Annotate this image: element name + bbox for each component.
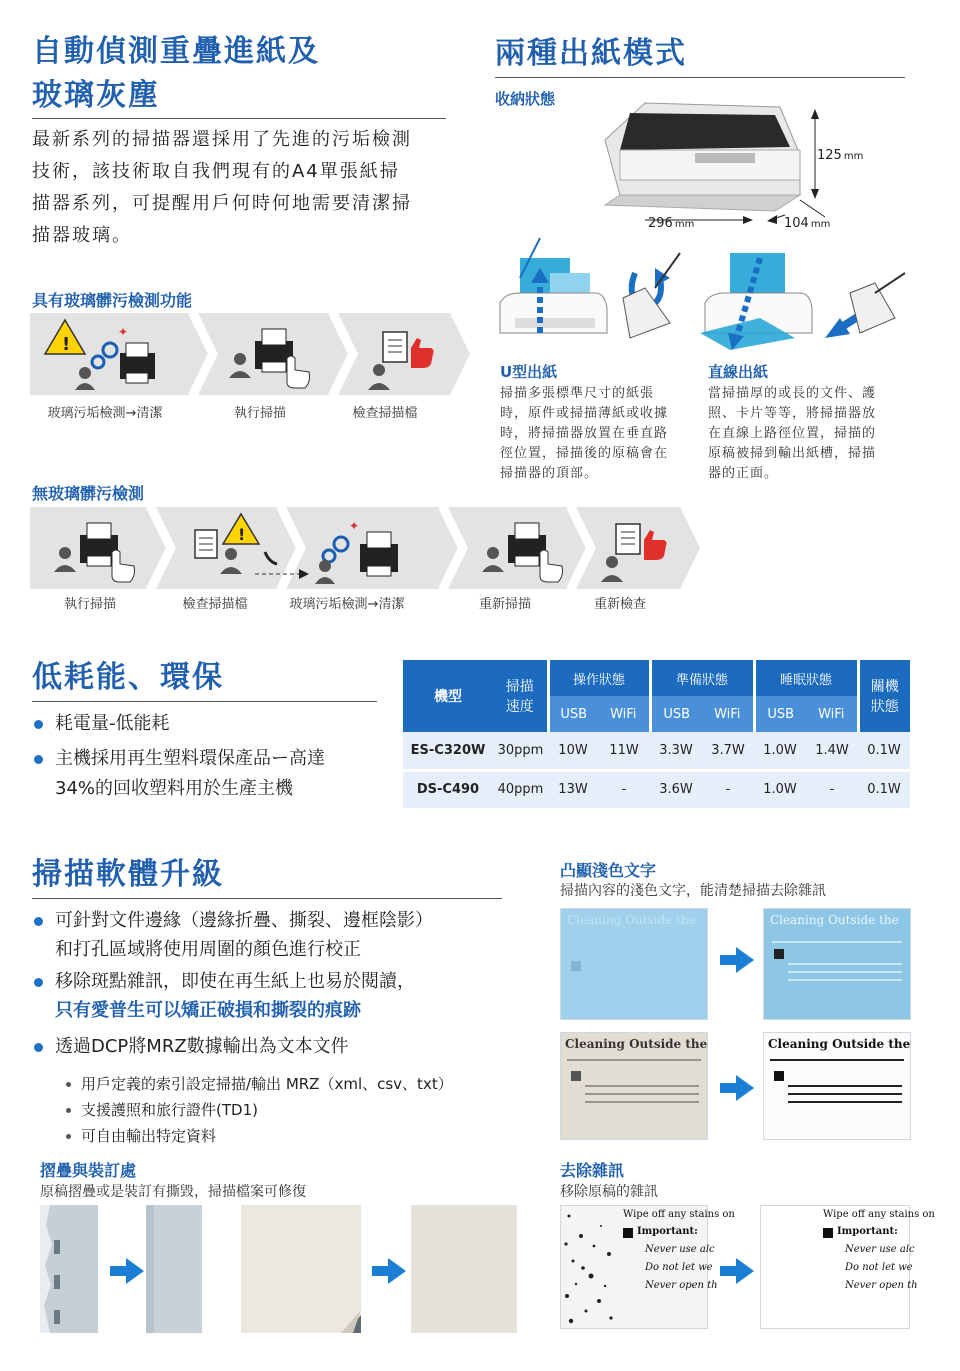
straight-path-line: 器的正面。 bbox=[708, 466, 779, 481]
straight-path-body bbox=[708, 384, 908, 484]
text-line bbox=[585, 1101, 699, 1103]
u-path-illustration bbox=[495, 238, 685, 358]
table-cell: 3.6W bbox=[659, 782, 693, 798]
fold-title: 摺疊與裝訂處 bbox=[40, 1161, 137, 1180]
flow2-step-label: 檢查掃描檔 bbox=[182, 597, 248, 612]
text-line bbox=[585, 1093, 699, 1095]
eco-bullet-text: 耗電量-低能耗 bbox=[55, 713, 170, 734]
flow2-step-label: 執行掃描 bbox=[63, 597, 116, 612]
eco-bullet-text: 主機採用再生塑料環保產品ー高達 bbox=[55, 748, 325, 769]
table-cell: - bbox=[829, 782, 835, 798]
dimension-width bbox=[648, 216, 694, 231]
noise-line-text: Wipe off any stains on bbox=[623, 1209, 735, 1220]
table-cell: 3.3W bbox=[659, 742, 693, 758]
eco-title: 低耗能、環保 bbox=[32, 660, 224, 695]
eco-rule bbox=[32, 701, 377, 702]
u-path-title: U型出紙 bbox=[500, 363, 558, 381]
table-cell: ES-C320W bbox=[410, 742, 486, 758]
th-wifi: WiFi bbox=[598, 696, 650, 732]
section2-title: 兩種出紙模式 bbox=[495, 36, 687, 71]
section1-title-line2: 玻璃灰塵 bbox=[32, 78, 160, 113]
straight-path-line: 當掃描厚的或長的文件、護 bbox=[708, 386, 877, 401]
flow2-step-label: 重新檢查 bbox=[593, 597, 646, 612]
section1-body bbox=[32, 124, 452, 252]
svg-text:✦: ✦ bbox=[118, 325, 129, 339]
th-model: 機型 bbox=[403, 660, 493, 732]
light-text-before-image bbox=[560, 908, 708, 1020]
check-warning-icon bbox=[185, 512, 325, 584]
scanner-dimensions-illustration bbox=[585, 95, 915, 240]
software-subbullet-text: 支援護照和旅行證件(TD1) bbox=[81, 1101, 258, 1119]
straight-path-line: 照、卡片等等，將掃描器放 bbox=[708, 406, 877, 421]
dim-depth-unit: mm bbox=[810, 219, 831, 230]
software-subbullet-text: 可自由輸出特定資料 bbox=[81, 1127, 217, 1145]
th-usb: USB bbox=[650, 696, 702, 732]
software-rule bbox=[32, 898, 502, 899]
table-cell: 1.0W bbox=[763, 742, 797, 758]
scan-execute-icon bbox=[50, 520, 140, 584]
flow1-step-label: 玻璃污垢檢測→清潔 bbox=[47, 406, 163, 421]
th-ready: 準備狀態 bbox=[650, 660, 754, 696]
bullet-dot bbox=[34, 978, 43, 987]
th-wifi: WiFi bbox=[806, 696, 858, 732]
dim-height-value: 125 bbox=[817, 148, 842, 163]
bullet-dot bbox=[66, 1134, 71, 1139]
th-usb: USB bbox=[548, 696, 598, 732]
text-line bbox=[772, 941, 902, 943]
svg-text:✦: ✦ bbox=[349, 519, 360, 533]
noisy-after-image bbox=[760, 1205, 935, 1329]
stapled-before-image bbox=[40, 1205, 98, 1333]
noise-title: 去除雜訊 bbox=[560, 1161, 625, 1180]
software-subbullet bbox=[66, 1071, 453, 1097]
text-line bbox=[770, 1059, 904, 1061]
sample-title-enhanced: Cleaning Outside the bbox=[770, 913, 899, 927]
important-label: Important: bbox=[837, 1226, 898, 1237]
section1-body-line: 描器玻璃。 bbox=[32, 225, 132, 246]
software-bullet-cont: 和打孔區域將使用周圍的顏色進行校正 bbox=[55, 939, 361, 960]
table-cell: 1.0W bbox=[763, 782, 797, 798]
u-path-line: 時，將掃描器放置在垂直路 bbox=[500, 426, 669, 441]
straight-path-line: 在直線上路徑位置，掃描的 bbox=[708, 426, 877, 441]
light-text-after-image bbox=[763, 908, 911, 1020]
software-subbullet bbox=[66, 1097, 453, 1123]
folded-before-image bbox=[241, 1205, 361, 1333]
straight-path-line: 原稿被掃到輸出紙槽，掃描 bbox=[708, 446, 877, 461]
software-subbullet-text: 用戶定義的索引設定掃描/輸出 MRZ（xml、csv、txt） bbox=[81, 1075, 453, 1093]
item-text: Do not let we bbox=[645, 1262, 713, 1273]
flow2-step-label: 玻璃污垢檢測→清潔 bbox=[289, 597, 405, 612]
straight-path-title: 直線出紙 bbox=[708, 363, 769, 381]
section1-body-line: 技術，該技術取自我們現有的A4單張紙掃 bbox=[32, 161, 400, 182]
table-cell: 10W bbox=[558, 742, 588, 758]
table-cell: 3.7W bbox=[711, 742, 745, 758]
flow2-step-label: 重新掃描 bbox=[478, 597, 531, 612]
text-line bbox=[788, 963, 902, 965]
u-path-line: 時，原件或掃描薄紙或收據 bbox=[500, 406, 669, 421]
table-cell: - bbox=[621, 782, 627, 798]
software-subbullet bbox=[66, 1123, 453, 1149]
faded-text-before-image bbox=[560, 1032, 708, 1140]
noise-line-text: Wipe off any stains on bbox=[823, 1209, 935, 1220]
faded-text-after-image bbox=[763, 1032, 911, 1140]
th-operation: 操作狀態 bbox=[548, 660, 650, 696]
u-path-line: 掃描器的頂部。 bbox=[500, 466, 599, 481]
bullet-dot bbox=[34, 917, 43, 926]
software-bullet-text: 透過DCP將MRZ數據輸出為文本文件 bbox=[55, 1036, 349, 1057]
rescan-icon bbox=[478, 520, 568, 584]
dimension-height bbox=[817, 148, 863, 163]
recheck-icon bbox=[598, 522, 678, 582]
svg-text:!: ! bbox=[62, 334, 71, 355]
software-bullet bbox=[34, 1032, 349, 1062]
software-title: 掃描軟體升級 bbox=[32, 857, 224, 892]
software-bullet-text: 可針對文件邊緣（邊緣折疊、撕裂、邊框陰影） bbox=[55, 910, 433, 931]
th-speed: 掃描速度 bbox=[493, 660, 548, 732]
section1-body-line: 最新系列的掃描器還採用了先進的污垢檢測 bbox=[32, 129, 412, 150]
th-wifi: WiFi bbox=[702, 696, 754, 732]
bullet-dot bbox=[66, 1082, 71, 1087]
flow1-step-label: 執行掃描 bbox=[233, 406, 286, 421]
table-cell: 13W bbox=[558, 782, 588, 798]
straight-path-illustration bbox=[700, 238, 915, 358]
sample-title-faint: Cleaning Outside the bbox=[567, 913, 696, 927]
important-label: Important: bbox=[637, 1226, 698, 1237]
software-bullet bbox=[34, 906, 433, 936]
section1-title-line1: 自動偵測重疊進紙及 bbox=[32, 34, 320, 69]
sample-title-clear: Cleaning Outside the bbox=[768, 1037, 911, 1051]
item-text: Never use alc bbox=[845, 1244, 915, 1255]
important-mark bbox=[623, 1228, 633, 1238]
text-line bbox=[788, 979, 902, 981]
text-line bbox=[788, 1085, 902, 1087]
flow2-title: 無玻璃髒污檢測 bbox=[32, 484, 145, 503]
th-off: 關機狀態 bbox=[858, 660, 910, 732]
check-scan-icon bbox=[365, 330, 445, 390]
important-mark bbox=[774, 949, 784, 959]
section1-body-line: 描器系列，可提醒用戶何時何地需要清潔掃 bbox=[32, 193, 412, 214]
noisy-before-image bbox=[560, 1205, 735, 1329]
software-subbullets bbox=[66, 1071, 453, 1149]
scan-execute-icon bbox=[225, 326, 315, 390]
item-text: Never open th bbox=[845, 1280, 918, 1291]
section2-rule bbox=[495, 77, 905, 78]
section1-rule bbox=[32, 118, 446, 119]
software-bullet bbox=[34, 967, 415, 997]
text-line bbox=[567, 1059, 701, 1061]
table-cell: 0.1W bbox=[867, 742, 901, 758]
bullet-dot bbox=[66, 1108, 71, 1113]
power-spec-table bbox=[403, 660, 910, 808]
text-line bbox=[788, 971, 902, 973]
table-cell: 30ppm bbox=[497, 742, 544, 758]
th-sleep: 睡眠狀態 bbox=[754, 660, 858, 696]
fold-body: 原稿摺疊或是裝訂有撕毀，掃描檔案可修復 bbox=[40, 1184, 306, 1200]
table-cell: - bbox=[725, 782, 731, 798]
th-usb: USB bbox=[754, 696, 806, 732]
important-mark bbox=[823, 1228, 833, 1238]
arrow-right-icon bbox=[110, 1258, 144, 1284]
dim-width-unit: mm bbox=[674, 219, 695, 230]
table-cell: 11W bbox=[609, 742, 639, 758]
bullet-dot bbox=[34, 755, 43, 764]
noise-body: 移除原稿的雜訊 bbox=[560, 1184, 658, 1200]
item-text: Never open th bbox=[645, 1280, 718, 1291]
bullet-dot bbox=[34, 720, 43, 729]
text-line bbox=[788, 1093, 902, 1095]
table-cell: DS-C490 bbox=[416, 782, 480, 798]
dirt-detect-icon bbox=[40, 318, 170, 390]
table-cell: 1.4W bbox=[815, 742, 849, 758]
bullet-dot bbox=[34, 1043, 43, 1052]
dimension-depth bbox=[784, 216, 830, 231]
important-mark bbox=[774, 1071, 784, 1081]
highlight-title: 凸顯淺色文字 bbox=[560, 861, 657, 880]
software-bullet-text: 移除斑點雜訊，即使在再生紙上也易於閱讀， bbox=[55, 971, 415, 992]
arrow-right-icon bbox=[372, 1258, 406, 1284]
table-cell: 40ppm bbox=[497, 782, 544, 798]
dirt-clean-icon bbox=[315, 514, 415, 584]
arrow-right-icon bbox=[720, 947, 754, 973]
u-path-line: 徑位置，掃描後的原稿會在 bbox=[500, 446, 669, 461]
sample-title-faded: Cleaning Outside the bbox=[565, 1037, 708, 1051]
arrow-right-icon bbox=[720, 1075, 754, 1101]
eco-bullet bbox=[34, 744, 325, 774]
important-mark bbox=[571, 1071, 581, 1081]
flow1-title: 具有玻璃髒污檢測功能 bbox=[32, 291, 193, 310]
section2-subtitle: 收納狀態 bbox=[495, 90, 556, 108]
dim-height-unit: mm bbox=[843, 151, 864, 162]
u-path-body bbox=[500, 384, 695, 484]
eco-bullet bbox=[34, 709, 170, 739]
u-path-line: 掃描多張標準尺寸的紙張 bbox=[500, 386, 655, 401]
important-mark-faint bbox=[571, 961, 581, 971]
software-highlight-text: 只有愛普生可以矯正破損和撕裂的痕跡 bbox=[55, 1000, 361, 1021]
flow1-step-label: 檢查掃描檔 bbox=[352, 406, 418, 421]
svg-text:!: ! bbox=[238, 525, 246, 544]
folded-after-image bbox=[411, 1205, 517, 1333]
arrow-right-icon bbox=[720, 1258, 754, 1284]
item-text: Never use alc bbox=[645, 1244, 715, 1255]
item-text: Do not let we bbox=[845, 1262, 913, 1273]
text-line bbox=[788, 1101, 902, 1103]
dim-depth-value: 104 bbox=[784, 216, 809, 231]
text-line bbox=[585, 1085, 699, 1087]
table-cell: 0.1W bbox=[867, 782, 901, 798]
dim-width-value: 296 bbox=[648, 216, 673, 231]
highlight-body: 掃描內容的淺色文字，能清楚掃描去除雜訊 bbox=[560, 883, 826, 899]
eco-bullet-cont: 34%的回收塑料用於生產主機 bbox=[55, 778, 294, 799]
stapled-after-image bbox=[146, 1205, 202, 1333]
